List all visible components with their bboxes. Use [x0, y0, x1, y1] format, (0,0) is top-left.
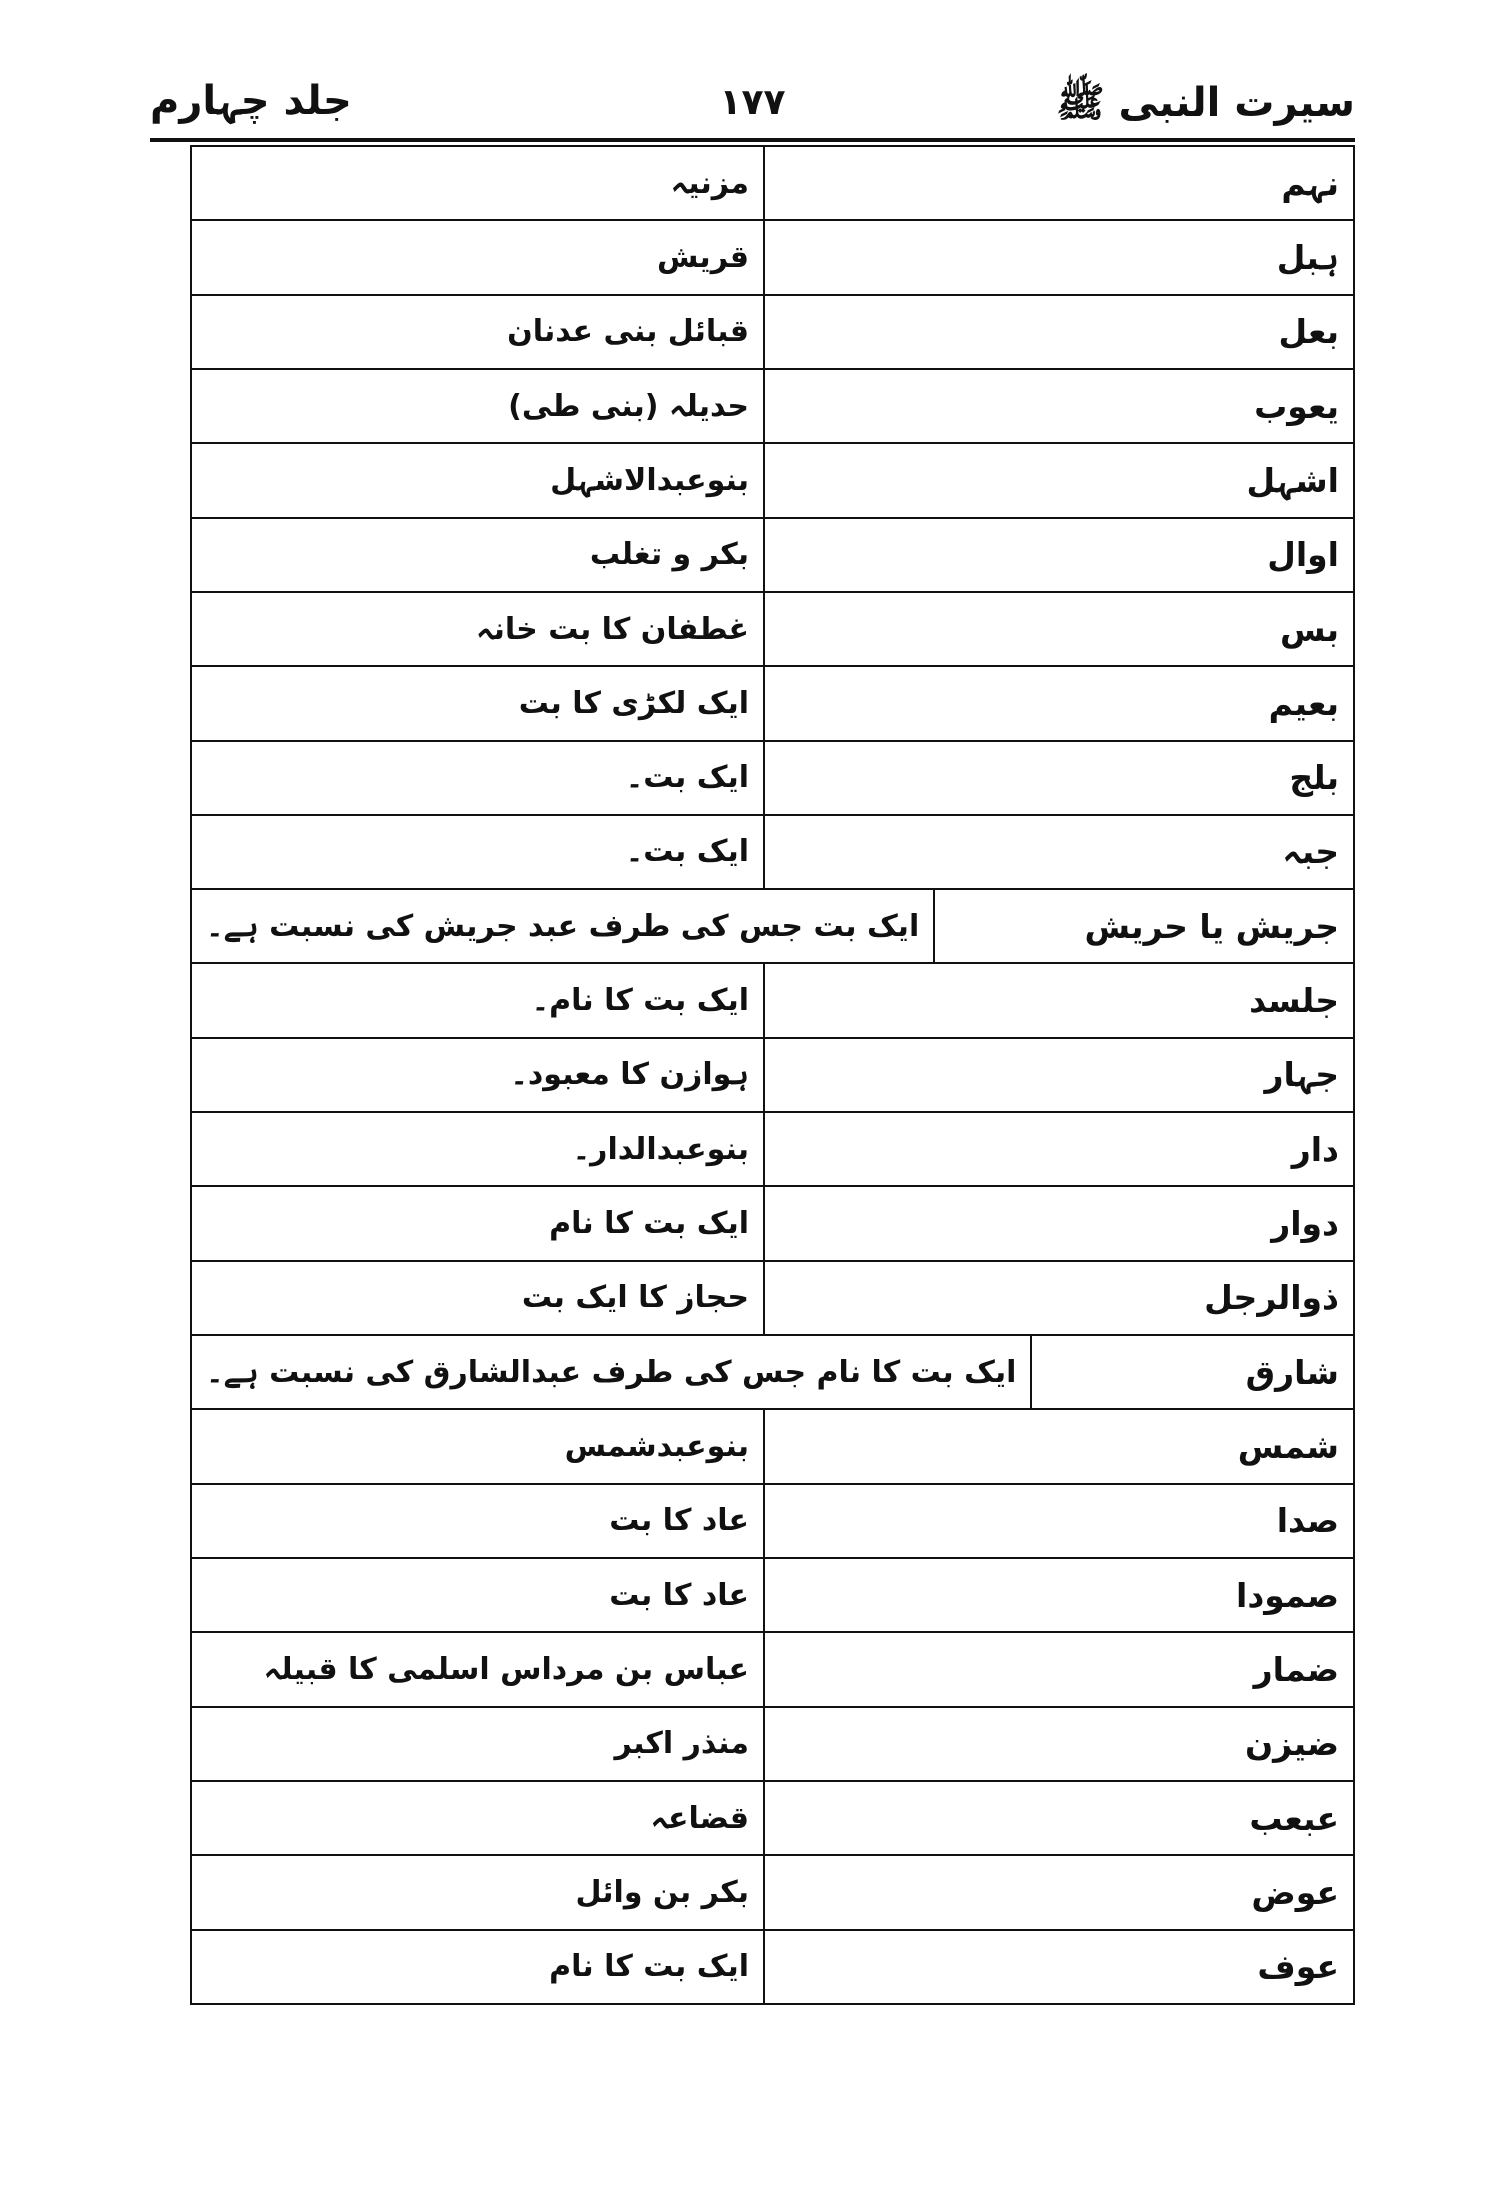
- idol-name: عوض: [763, 1856, 1353, 1928]
- idol-name: جلسد: [763, 964, 1353, 1036]
- table-row: [192, 1262, 1353, 1336]
- idol-name: بعل: [763, 296, 1353, 368]
- idol-name: جہار: [763, 1039, 1353, 1111]
- table-row: [192, 1559, 1353, 1633]
- table-row: [192, 147, 1353, 221]
- idol-name: جبہ: [763, 816, 1353, 888]
- idol-description: عاد کا بت: [609, 1503, 749, 1539]
- idol-name: دار: [763, 1113, 1353, 1185]
- idol-description: غطفان کا بت خانہ: [476, 611, 749, 647]
- idol-name: دوار: [763, 1187, 1353, 1259]
- idol-description: مزنیہ: [670, 165, 749, 201]
- idol-description: بنوعبدالدار۔: [572, 1131, 749, 1167]
- idol-name: نہم: [763, 147, 1353, 219]
- table-row: [192, 1187, 1353, 1261]
- table-row: [192, 1485, 1353, 1559]
- volume-label: جلد چہارم: [150, 78, 352, 124]
- table-row: [192, 1708, 1353, 1782]
- idol-description: حجاز کا ایک بت: [521, 1280, 749, 1316]
- idol-description: ایک بت کا نام: [549, 1206, 749, 1242]
- idol-description: منذر اکبر: [614, 1726, 749, 1762]
- idol-description: بنوعبدشمس: [564, 1428, 749, 1464]
- idol-description: ایک بت کا نام جس کی طرف عبدالشارق کی نسبت ہے۔: [206, 1354, 1017, 1390]
- idol-name: صمودا: [763, 1559, 1353, 1631]
- idol-name: ہبل: [763, 221, 1353, 293]
- table-row: [192, 370, 1353, 444]
- idol-name: بعیم: [763, 667, 1353, 739]
- idol-name: عبعب: [763, 1782, 1353, 1854]
- table-row: [192, 221, 1353, 295]
- idol-name: شمس: [763, 1410, 1353, 1482]
- table-row: [192, 1931, 1353, 2003]
- table-row: [192, 1113, 1353, 1187]
- table-row: [192, 816, 1353, 890]
- idol-description: عباس بن مرداس اسلمی کا قبیلہ: [263, 1651, 749, 1687]
- idol-name: ذوالرجل: [763, 1262, 1353, 1334]
- idol-description: قبائل بنی عدنان: [507, 314, 749, 350]
- table-row: [192, 742, 1353, 816]
- idol-description: ایک بت جس کی طرف عبد جریش کی نسبت ہے۔: [206, 908, 920, 944]
- table-row: [192, 1856, 1353, 1930]
- idol-description: ایک بت۔: [625, 760, 749, 796]
- idol-name: صدا: [763, 1485, 1353, 1557]
- table-row: [192, 1410, 1353, 1484]
- idols-table: [190, 145, 1355, 2005]
- idol-name: اوال: [763, 519, 1353, 591]
- idol-name: یعوب: [763, 370, 1353, 442]
- table-row: [192, 964, 1353, 1038]
- idol-description: ایک بت کا نام: [549, 1949, 749, 1985]
- idol-name: بلج: [763, 742, 1353, 814]
- idol-name: ضمار: [763, 1633, 1353, 1705]
- idol-name: بس: [763, 593, 1353, 665]
- page-number: ۱۷۷: [719, 82, 786, 123]
- page-header: [150, 60, 1355, 142]
- table-row: [192, 444, 1353, 518]
- table-row: [192, 1336, 1353, 1410]
- book-title: سیرت النبی ﷺ: [1056, 80, 1355, 126]
- idol-description: بکر و تغلب: [589, 537, 749, 573]
- idol-description: ایک لکڑی کا بت: [518, 685, 749, 721]
- table-row: [192, 890, 1353, 964]
- idol-description: ایک بت۔: [625, 834, 749, 870]
- table-row: [192, 667, 1353, 741]
- idol-name: اشہل: [763, 444, 1353, 516]
- table-row: [192, 1039, 1353, 1113]
- idol-name: ضیزن: [763, 1708, 1353, 1780]
- idol-name: شارق: [1030, 1336, 1353, 1408]
- idol-description: بکر بن وائل: [575, 1874, 749, 1910]
- idol-description: ایک بت کا نام۔: [531, 983, 749, 1019]
- idol-name: عوف: [763, 1931, 1353, 2003]
- idol-name: جریش یا حریش: [933, 890, 1353, 962]
- idol-description: قضاعہ: [650, 1800, 749, 1836]
- idol-description: عاد کا بت: [609, 1577, 749, 1613]
- table-row: [192, 519, 1353, 593]
- idol-description: بنوعبدالاشہل: [550, 462, 749, 498]
- idol-description: حدیلہ (بنی طی): [508, 388, 749, 424]
- idol-description: قریش: [657, 239, 749, 275]
- table-row: [192, 296, 1353, 370]
- table-row: [192, 593, 1353, 667]
- table-row: [192, 1782, 1353, 1856]
- idol-description: ہوازن کا معبود۔: [510, 1057, 749, 1093]
- table-row: [192, 1633, 1353, 1707]
